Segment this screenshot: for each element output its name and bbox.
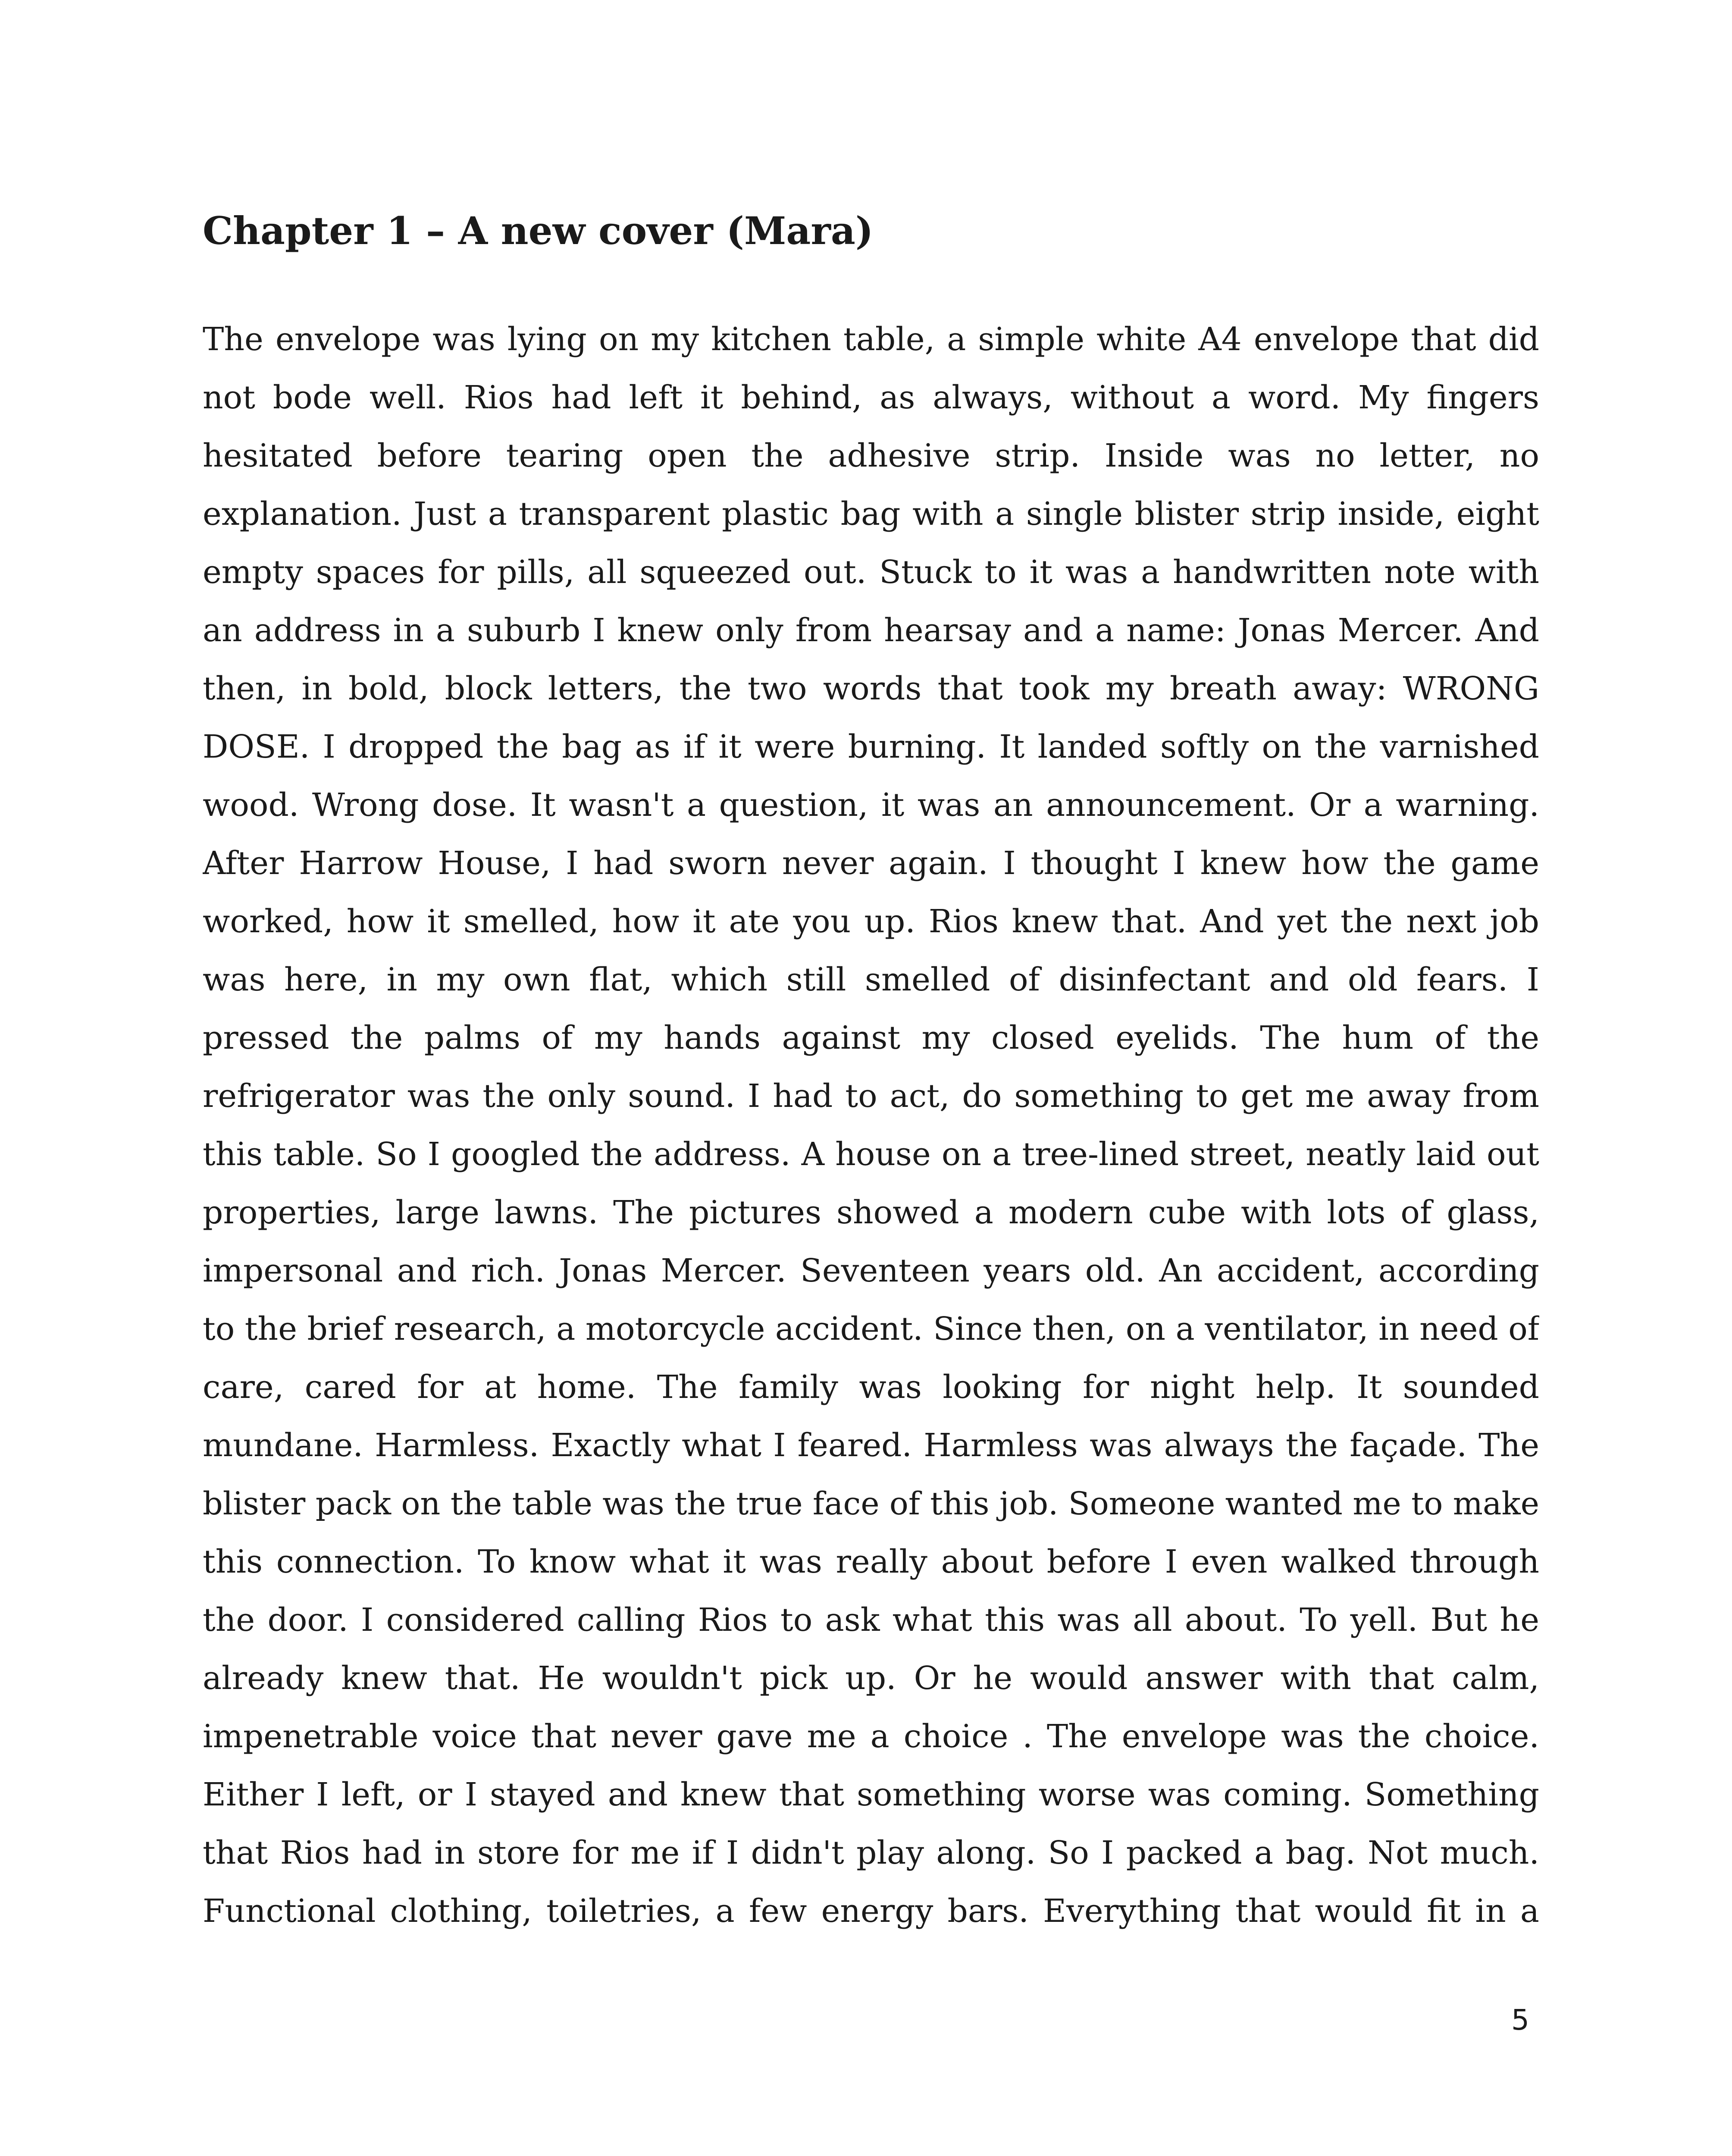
text-line: to the brief research, a motorcycle accident. Since then, on a ventilator, in need of <box>203 1310 1539 1348</box>
text-line: impenetrable voice that never gave me a choice . The envelope was the choice. <box>203 1718 1539 1755</box>
text-line: blister pack on the table was the true face of this job. Someone wanted me to make <box>203 1485 1539 1522</box>
text-line: this connection. To know what it was really about before I even walked through <box>203 1543 1539 1580</box>
text-line: care, cared for at home. The family was looking for night help. It sounded <box>203 1369 1539 1406</box>
text-line: refrigerator was the only sound. I had to act, do something to get me away from <box>203 1078 1539 1115</box>
text-line: impersonal and rich. Jonas Mercer. Seventeen years old. An accident, according <box>203 1252 1539 1289</box>
chapter-title: Chapter 1 – A new cover (Mara) <box>203 208 874 253</box>
text-line: After Harrow House, I had sworn never again. I thought I knew how the game <box>203 845 1539 882</box>
text-line: DOSE. I dropped the bag as if it were burning. It landed softly on the varnished <box>203 728 1539 765</box>
text-line: pressed the palms of my hands against my closed eyelids. The hum of the <box>203 1019 1539 1056</box>
text-line: worked, how it smelled, how it ate you up. Rios knew that. And yet the next job <box>203 903 1539 940</box>
text-line: that Rios had in store for me if I didn't play along. So I packed a bag. Not much. <box>203 1834 1539 1871</box>
text-line: an address in a suburb I knew only from hearsay and a name: Jonas Mercer. And <box>203 612 1539 649</box>
text-line: the door. I considered calling Rios to ask what this was all about. To yell. But he <box>203 1601 1539 1639</box>
text-line: hesitated before tearing open the adhesive strip. Inside was no letter, no <box>203 437 1539 474</box>
text-line: this table. So I googled the address. A house on a tree-lined street, neatly laid out <box>203 1136 1539 1173</box>
text-line: Functional clothing, toiletries, a few energy bars. Everything that would fit in a <box>203 1893 1539 1930</box>
text-line: The envelope was lying on my kitchen table, a simple white A4 envelope that did <box>203 321 1539 358</box>
page-number: 5 <box>1511 2003 1529 2037</box>
text-line: mundane. Harmless. Exactly what I feared. Harmless was always the façade. The <box>203 1427 1539 1464</box>
text-line: empty spaces for pills, all squeezed out. Stuck to it was a handwritten note with <box>203 554 1539 591</box>
text-line: not bode well. Rios had left it behind, as always, without a word. My fingers <box>203 379 1539 416</box>
text-line: already knew that. He wouldn't pick up. Or he would answer with that calm, <box>203 1660 1539 1697</box>
text-line: was here, in my own flat, which still smelled of disinfectant and old fears. I <box>203 961 1539 998</box>
text-line: then, in bold, block letters, the two words that took my breath away: WRONG <box>203 670 1539 707</box>
text-line: properties, large lawns. The pictures showed a modern cube with lots of glass, <box>203 1194 1539 1231</box>
text-line: explanation. Just a transparent plastic bag with a single blister strip inside, eight <box>203 495 1539 533</box>
text-line: Either I left, or I stayed and knew that something worse was coming. Something <box>203 1776 1539 1813</box>
text-line: wood. Wrong dose. It wasn't a question, it was an announcement. Or a warning. <box>203 787 1539 824</box>
chapter-body <box>203 310 1539 1940</box>
